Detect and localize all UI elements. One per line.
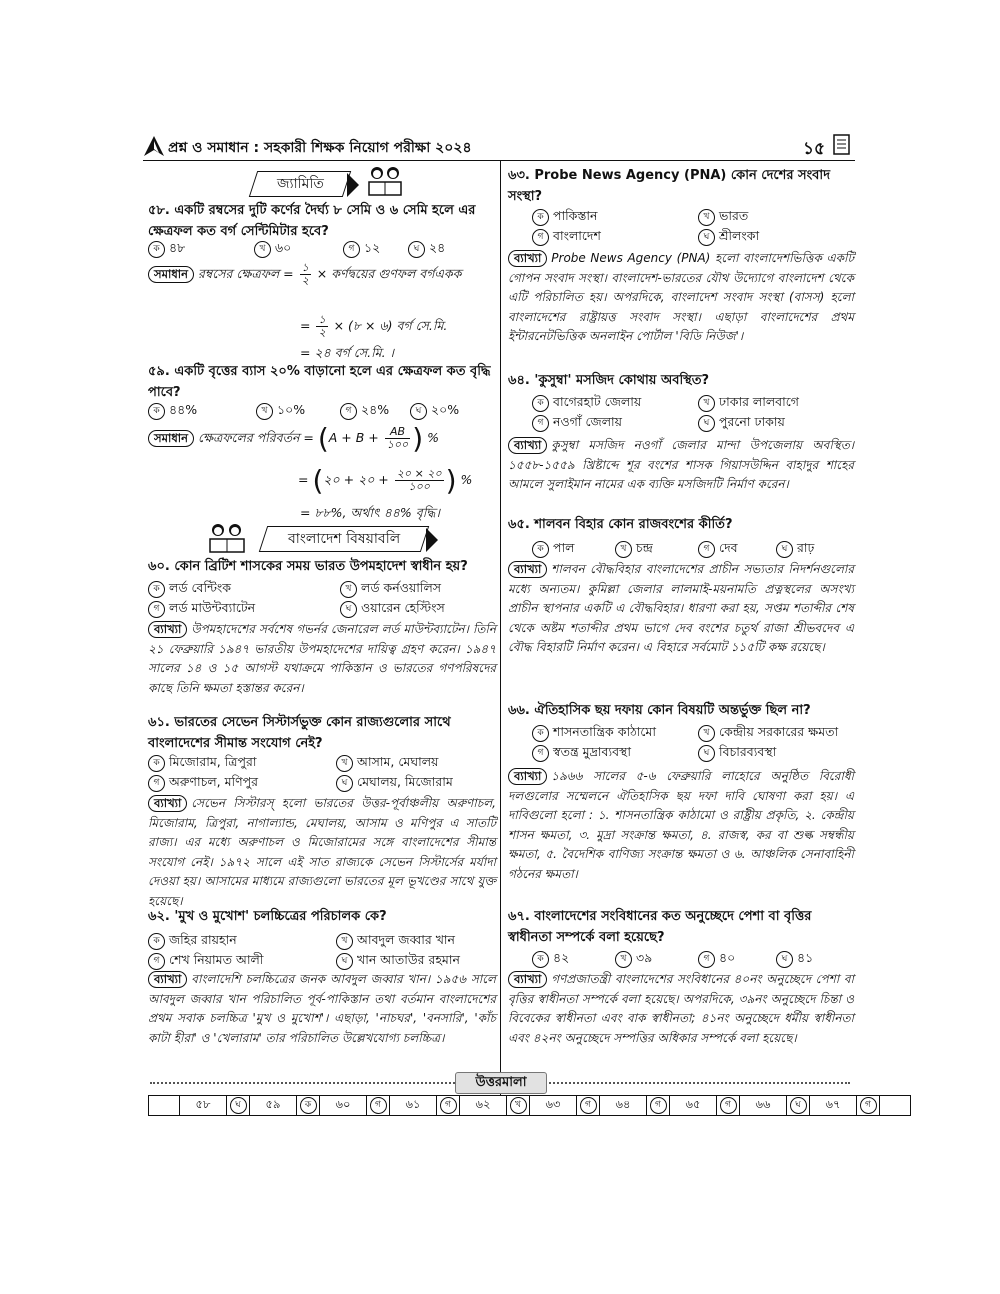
answer-key-question: ৫৮ — [180, 1096, 227, 1116]
option-63-ga: গ বাংলাদেশ — [532, 226, 601, 246]
options-63 — [532, 206, 852, 246]
explanation-64: ব্যাখ্যা কুসুম্বা মসজিদ নওগাঁ জেলার মান্দা উপজেলায় অবস্থিত। ১৫৫৮-১৫৫৯ খ্রিষ্টাব্দে শূর বংশের শাসক গিয়াসউদ্দিন বাহাদুর শাহের আমলে সুলাইমান নামের এক ব্যক্তি মসজিদটি নির্মাণ করেন। — [508, 438, 854, 491]
answer-key-answer: খ — [507, 1096, 530, 1116]
option-62-ka: ক জহির রায়হান — [148, 930, 237, 950]
answer-key-question: ৬৬ — [740, 1096, 787, 1116]
publisher-logo-icon — [143, 135, 165, 161]
options-59 — [148, 400, 496, 420]
option-59-kha: খ ১০% — [256, 400, 305, 420]
answer-key-question: ৬৩ — [530, 1096, 577, 1116]
answer-key-title: উত্তরমালা — [455, 1072, 547, 1094]
option-60-kha: খ লর্ড কর্নওয়ালিস — [340, 578, 441, 598]
header-rule — [143, 160, 855, 161]
section-title-geometry: জ্যামিতি — [276, 176, 324, 192]
answer-key-question: ৬৫ — [670, 1096, 717, 1116]
reading-children-icon — [205, 522, 249, 560]
answer-key-row — [149, 1096, 911, 1116]
option-67-ga: গ ৪০ — [698, 948, 735, 968]
option-67-ka: ক ৪২ — [532, 948, 569, 968]
explanation-61: ব্যাখ্যা সেভেন সিস্টারস্ হলো ভারতের উত্তর-পূর্বাঞ্চলীয় অরুণাচল, মিজোরাম, ত্রিপুরা, নাগাল্যান্ড, মেঘালয়, আসাম ও মণিপুর এ সাতটি রাজ্য। এর মধ্যে অরুণাচল ও মিজোরামের সঙ্গে বাংলাদেশের সীমান্ত সংযোগ নেই। ১৯৭২ সালে এই সাত রাজ্যকে সেভেন সিস্টার্সের মর্যাদা দেওয়া হয়। আসামের মাধ্যমে রাজ্যগুলো ভারতের মূল ভূখণ্ডের সাথে যুক্ত হয়েছে। — [148, 796, 496, 908]
option-62-ga: গ শেখ নিয়ামত আলী — [148, 950, 263, 970]
option-58-ga: গ ১২ — [343, 238, 380, 258]
options-67 — [532, 948, 852, 968]
section-banner-bangladesh — [205, 526, 445, 554]
answer-key-answer: গ — [437, 1096, 460, 1116]
answer-key-answer: গ — [577, 1096, 600, 1116]
option-59-ka: ক ৪৪% — [148, 400, 197, 420]
option-61-ka: ক মিজোরাম, ত্রিপুরা — [148, 752, 256, 772]
options-66 — [532, 722, 852, 762]
solution-59-line2: = (২০ + ২০ + $\frac{২০ \times ২০}{১০০}$ ) % — [298, 464, 473, 497]
answer-key-blank-cell — [880, 1096, 911, 1116]
explanation-62: ব্যাখ্যা বাংলাদেশি চলচ্চিত্রের জনক আবদুল জব্বার খান। ১৯৫৬ সালে আবদুল জব্বার খান পরিচালিত পূর্ব-পাকিস্তান তথা বর্তমান বাংলাদেশের প্রথম সবাক চলচ্চিত্র 'মুখ ও মুখোশ'। এছাড়া, 'নাচঘর', 'বনসারি', 'কাঁচ কাটা হীরা' ও 'খেলারাম' তার পরিচালিত উল্লেখযোগ্য চলচ্চিত্র। — [148, 972, 496, 1045]
option-65-ga: গ দেব — [698, 538, 738, 558]
question-64: ৬৪. 'কুসুম্বা' মসজিদ কোথায় অবস্থিত? — [508, 373, 710, 388]
answer-key-question: ৬১ — [390, 1096, 437, 1116]
option-66-kha: খ কেন্দ্রীয় সরকারের ক্ষমতা — [698, 722, 838, 742]
option-65-gha: ঘ রাঢ় — [776, 538, 814, 558]
option-66-gha: ঘ বিচারব্যবস্থা — [698, 742, 776, 762]
question-66: ৬৬. ঐতিহাসিক ছয় দফায় কোন বিষয়টি অন্তর্ভুক্ত ছিল না? — [508, 703, 811, 718]
question-58: ৫৮. একটি রম্বসের দুটি কর্ণের দৈর্ঘ্য ৮ সেমি ও ৬ সেমি হলে এর ক্ষেত্রফল কত বর্গ সেন্টিমিটার হবে? — [148, 203, 476, 239]
option-59-ga: গ ২৪% — [340, 400, 389, 420]
answer-key-question: ৬০ — [320, 1096, 367, 1116]
solution-58-line3: = ২৪ বর্গ সে.মি. । — [300, 345, 395, 360]
option-66-ga: গ স্বতন্ত্র মুদ্রাব্যবস্থা — [532, 742, 631, 762]
option-63-gha: ঘ শ্রীলংকা — [698, 226, 759, 246]
option-64-ga: গ নওগাঁ জেলায় — [532, 412, 622, 432]
options-60 — [148, 578, 496, 618]
book-icon — [832, 134, 852, 160]
option-65-ka: ক পাল — [532, 538, 574, 558]
explanation-66: ব্যাখ্যা ১৯৬৬ সালের ৫-৬ ফেব্রুয়ারি লাহোরে অনুষ্ঠিত বিরোধী দলগুলোর সম্মেলনে ঐতিহাসিক ছয় দফা দাবি ঘোষণা করা হয়। এ দাবিগুলো হলো : ১. শাসনতান্ত্রিক কাঠামো ও রাষ্ট্রীয় প্রকৃতি, ২. কেন্দ্রীয় শাসন ক্ষমতা, ৩. মুদ্রা সংক্রান্ত ক্ষমতা, ৪. রাজস্ব, কর বা শুল্ক সম্বন্ধীয় ক্ষমতা, ৫. বৈদেশিক বাণিজ্য সংক্রান্ত ক্ষমতা ও ৬. আঞ্চলিক সেনাবাহিনী গঠনের ক্ষমতা। — [508, 769, 854, 881]
solution-58-line1: সমাধান রম্বসের ক্ষেত্রফল = $\frac{১}{২}$ × কর্ণদ্বয়ের গুণফল বর্গএকক — [148, 262, 461, 287]
options-64 — [532, 392, 852, 432]
answer-key-answer: গ — [717, 1096, 740, 1116]
option-60-ka: ক লর্ড বেন্টিংক — [148, 578, 231, 598]
option-65-kha: খ চন্দ্র — [615, 538, 653, 558]
question-60: ৬০. কোন ব্রিটিশ শাসকের সময় ভারত উপমহাদেশ স্বাধীন হয়? — [148, 559, 468, 574]
question-59: ৫৯. একটি বৃত্তের ব্যাস ২০% বাড়ানো হলে এর ক্ষেত্রফল কত বৃদ্ধি পাবে? — [148, 364, 491, 400]
option-61-kha: খ আসাম, মেঘালয় — [336, 752, 438, 772]
option-64-gha: ঘ পুরনো ঢাকায় — [698, 412, 785, 432]
option-61-ga: গ অরুণাচল, মণিপুর — [148, 772, 258, 792]
option-66-ka: ক শাসনতান্ত্রিক কাঠামো — [532, 722, 656, 742]
solution-59-line3: = ৮৮%, অর্থাৎ ৪৪% বৃদ্ধি। — [300, 505, 440, 520]
question-63: ৬৩. Probe News Agency (PNA) কোন দেশের সংবাদ সংস্থা? — [508, 168, 831, 204]
question-61: ৬১. ভারতের সেভেন সিস্টার্সভুক্ত কোন রাজ্যগুলোর সাথে বাংলাদেশের সীমান্ত সংযোগ নেই? — [148, 715, 451, 751]
option-62-kha: খ আবদুল জব্বার খান — [336, 930, 455, 950]
column-divider — [500, 160, 501, 1095]
option-67-kha: খ ৩৯ — [615, 948, 652, 968]
explanation-65: ব্যাখ্যা শালবন বৌদ্ধবিহার বাংলাদেশের প্রাচীন সভ্যতার নিদর্শনগুলোর মধ্যে অন্যতম। কুমিল্লা জেলার লালমাই-ময়নামতি প্রত্নস্থলের অসংখ্য প্রাচীন স্থাপনার একটি এ বৌদ্ধবিহার। ধারণা করা হয়, সপ্তম শতাব্দীর শেষ থেকে অষ্টম শতাব্দীর প্রথম ভাগে দেব বংশের চতুর্থ রাজা শ্রীভবদেব এ বৌদ্ধ বিহারটি নির্মাণ করেন। এ বিহারে সর্বমোট ১১৫টি কক্ষ রয়েছে। — [508, 562, 854, 654]
solution-58-line2: = $\frac{১}{২}$ × (৮ × ৬) বর্গ সে.মি. — [300, 313, 448, 339]
explanation-67: ব্যাখ্যা গণপ্রজাতন্ত্রী বাংলাদেশের সংবিধানের ৪০নং অনুচ্ছেদে পেশা বা বৃত্তির স্বাধীনতা সম্পর্কে বলা হয়েছে। অপরদিকে, ৩৯নং অনুচ্ছেদে চিন্তা ও বিবেকের স্বাধীনতা এবং বাক স্বাধীনতা; ৪১নং অনুচ্ছেদে ধর্মীয় স্বাধীনতা এবং ৪২নং অনুচ্ছেদে সম্পত্তির অধিকার সম্পর্কে বলা হয়েছে। — [508, 972, 854, 1045]
option-63-ka: ক পাকিস্তান — [532, 206, 598, 226]
option-58-ka: ক ৪৮ — [148, 238, 185, 258]
options-65 — [532, 538, 852, 558]
explanation-63: ব্যাখ্যা Probe News Agency (PNA) হলো বাংলাদেশভিত্তিক একটি গোপন সংবাদ সংস্থা। বাংলাদেশ-ভারতের যৌথ উদ্যোগে বাংলাদেশ থেকে এটি পরিচালিত হয়। অপরদিকে, বাংলাদেশ সংবাদ সংস্থা (বাসস) হলো বাংলাদেশের রাষ্ট্রায়ত্ত সংবাদ সংস্থা। এছাড়া বাংলাদেশের প্রথম ইন্টারনেটভিত্তিক অনলাইন পোর্টাল 'বিডি নিউজ'। — [508, 251, 854, 343]
option-60-ga: গ লর্ড মাউন্টব্যাটেন — [148, 598, 255, 618]
answer-key-question: ৬২ — [460, 1096, 507, 1116]
options-61 — [148, 752, 496, 792]
question-67: ৬৭. বাংলাদেশের সংবিধানের কত অনুচ্ছেদে পেশা বা বৃত্তির স্বাধীনতা সম্পর্কে বলা হয়েছে? — [508, 909, 812, 945]
answer-key-answer: ঘ — [227, 1096, 250, 1116]
option-63-kha: খ ভারত — [698, 206, 748, 226]
answer-key-answer: ঘ — [787, 1096, 810, 1116]
reading-children-icon — [365, 165, 405, 203]
answer-key-question: ৬৭ — [810, 1096, 857, 1116]
option-61-gha: ঘ মেঘালয়, মিজোরাম — [336, 772, 453, 792]
option-64-kha: খ ঢাকার লালবাগে — [698, 392, 799, 412]
section-banner-geometry — [243, 171, 403, 199]
section-title-bangladesh: বাংলাদেশ বিষয়াবলি — [287, 531, 401, 547]
option-59-gha: ঘ ২০% — [410, 400, 459, 420]
answer-key-blank-cell — [149, 1096, 180, 1116]
option-60-gha: ঘ ওয়ারেন হেস্টিংস — [340, 598, 445, 618]
options-58 — [148, 238, 496, 258]
answer-key-answer: গ — [367, 1096, 390, 1116]
answer-key-question: ৬৪ — [600, 1096, 647, 1116]
option-58-kha: খ ৬০ — [254, 238, 291, 258]
option-58-gha: ঘ ২৪ — [408, 238, 445, 258]
option-64-ka: ক বাগেরহাট জেলায় — [532, 392, 641, 412]
answer-key-table — [148, 1095, 911, 1116]
options-62 — [148, 930, 496, 970]
question-65: ৬৫. শালবন বিহার কোন রাজবংশের কীর্তি? — [508, 517, 733, 532]
solution-59-line1: সমাধান ক্ষেত্রফলের পরিবর্তন = (A + B + $\frac{AB}{১০০}$ ) % — [148, 422, 439, 455]
answer-key-answer: গ — [647, 1096, 670, 1116]
page-number: ১৫ — [803, 139, 826, 159]
question-62: ৬২. 'মুখ ও মুখোশ' চলচ্চিত্রের পরিচালক কে? — [148, 909, 387, 924]
option-62-gha: ঘ খান আতাউর রহমান — [336, 950, 460, 970]
explanation-60: ব্যাখ্যা উপমহাদেশের সর্বশেষ গভর্নর জেনারেল লর্ড মাউন্টব্যাটেন। তিনি ২১ ফেব্রুয়ারি ১৯৪৭ ভারতীয় উপমহাদেশের দায়িত্ব গ্রহণ করেন। ১৯৪৭ সালের ১৪ ও ১৫ আগস্ট যথাক্রমে পাকিস্তান ও ভারতের গণপরিষদের কাছে তিনি ক্ষমতা হস্তান্তর করেন। — [148, 622, 496, 695]
option-67-gha: ঘ ৪১ — [776, 948, 813, 968]
answer-key-question: ৫৯ — [250, 1096, 297, 1116]
answer-key-answer: গ — [857, 1096, 880, 1116]
answer-key-answer: ক — [297, 1096, 320, 1116]
page-header-title: প্রশ্ন ও সমাধান : সহকারী শিক্ষক নিয়োগ পরীক্ষা ২০২৪ — [168, 140, 472, 156]
